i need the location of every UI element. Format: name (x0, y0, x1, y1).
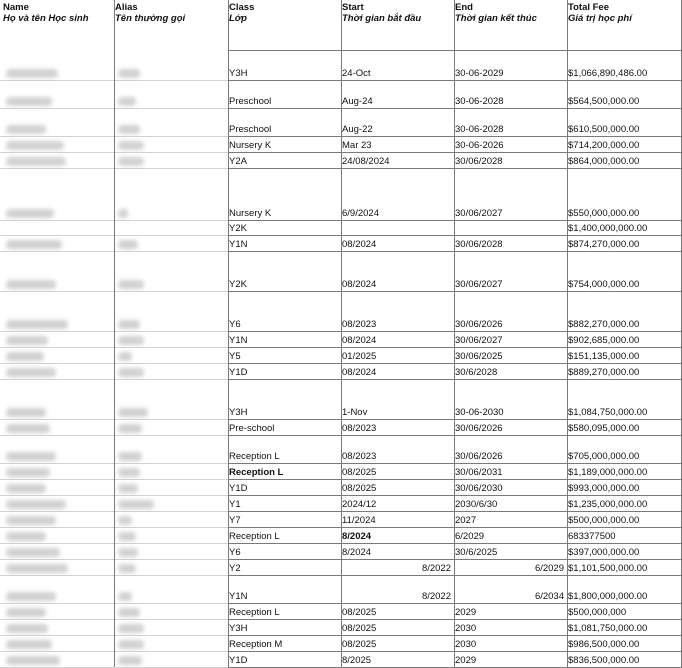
redacted-name (6, 69, 58, 78)
redacted-name (6, 656, 60, 665)
cell-class: Reception L (229, 451, 280, 462)
redacted-alias (118, 69, 140, 78)
row-separator-left (0, 251, 228, 252)
cell-end: 2027 (455, 515, 477, 526)
cell-end: 30/06/2027 (455, 208, 503, 219)
cell-end: 30/06/2025 (455, 351, 503, 362)
redacted-name (6, 452, 56, 461)
cell-fee: $580,095,000.00 (568, 423, 640, 434)
cell-class: Reception L (229, 467, 284, 478)
row-separator (228, 603, 682, 604)
cell-fee: $902,685,000.00 (568, 335, 640, 346)
cell-class: Y2 (229, 563, 241, 574)
row-separator (228, 291, 682, 292)
row-separator-left (0, 379, 228, 380)
cell-end: 30/6/2028 (455, 367, 498, 378)
row-separator (228, 559, 682, 560)
redacted-alias (118, 484, 138, 493)
cell-end: 30/06/2031 (455, 467, 503, 478)
cell-class: Y5 (229, 351, 241, 362)
cell-start: 08/2023 (342, 451, 377, 462)
cell-class: Y1 (229, 499, 241, 510)
redacted-alias (118, 468, 140, 477)
cell-fee: $151,135,000.00 (568, 351, 640, 362)
cell-fee: $1,066,890,486.00 (568, 68, 648, 79)
cell-start: 08/2025 (342, 467, 377, 478)
redacted-name (6, 640, 52, 649)
row-separator-left (0, 575, 228, 576)
cell-class: Y3H (229, 68, 248, 79)
row-separator (228, 435, 682, 436)
cell-class: Y1N (229, 335, 248, 346)
cell-fee: $836,500,000.00 (568, 655, 640, 666)
cell-fee: $1,800,000,000.00 (568, 591, 648, 602)
cell-class: Nursery K (229, 208, 272, 219)
redacted-alias (118, 141, 144, 150)
cell-fee: $500,000,000 (568, 607, 627, 618)
row-separator-left (0, 347, 228, 348)
cell-class: Y6 (229, 547, 241, 558)
cell-end: 30/06/2026 (455, 319, 503, 330)
cell-class: Reception L (229, 607, 280, 618)
cell-start: 24/08/2024 (342, 156, 390, 167)
column-header-vi: Tên thường gọi (115, 13, 186, 24)
row-separator (228, 152, 682, 153)
cell-start: 8/2025 (342, 655, 372, 666)
column-header-vi: Thời gian bắt đầu (342, 13, 422, 24)
row-separator-left (0, 363, 228, 364)
redacted-alias (118, 452, 142, 461)
row-separator-left (0, 603, 228, 604)
row-separator-left (0, 80, 228, 81)
redacted-alias (118, 640, 144, 649)
cell-class: Y1N (229, 591, 248, 602)
cell-start: 08/2025 (342, 607, 377, 618)
cell-class: Reception L (229, 531, 280, 542)
cell-fee: $550,000,000.00 (568, 208, 640, 219)
redacted-name (6, 548, 60, 557)
redacted-name (6, 368, 56, 377)
redacted-alias (118, 564, 136, 573)
redacted-alias (118, 157, 144, 166)
cell-fee: $1,189,000,000.00 (568, 467, 648, 478)
cell-class: Y6 (229, 319, 241, 330)
redacted-name (6, 240, 62, 249)
row-separator (228, 136, 682, 137)
cell-fee: $889,270,000.00 (568, 367, 640, 378)
cell-class: Y1D (229, 483, 248, 494)
cell-fee: $1,235,000,000.00 (568, 499, 648, 510)
cell-start: 11/2024 (342, 515, 376, 526)
column-header-en: Class (229, 2, 255, 13)
cell-fee: $1,081,750,000.00 (568, 623, 648, 634)
cell-start: 08/2023 (342, 423, 377, 434)
column-gridline (114, 0, 115, 667)
cell-end: 2030 (455, 639, 477, 650)
cell-end: 30/06/2026 (455, 451, 503, 462)
row-separator-left (0, 511, 228, 512)
column-header-en: Total Fee (568, 2, 609, 13)
redacted-alias (118, 656, 142, 665)
row-separator (228, 495, 682, 496)
cell-end: 2030/6/30 (455, 499, 498, 510)
redacted-name (6, 125, 46, 134)
column-header-vi: Họ và tên Học sinh (3, 13, 89, 24)
redacted-name (6, 624, 48, 633)
cell-class: Preschool (229, 124, 272, 135)
cell-end: 6/2034 (534, 591, 564, 602)
cell-start: 8/2022 (421, 563, 451, 574)
row-separator (228, 635, 682, 636)
redacted-name (6, 516, 56, 525)
redacted-alias (118, 624, 144, 633)
row-separator (228, 168, 682, 169)
cell-start: 08/2024 (342, 279, 377, 290)
row-separator-left (0, 479, 228, 480)
cell-end: 30-06-2028 (455, 96, 504, 107)
column-header-vi: Thời gian kết thúc (455, 13, 537, 24)
cell-fee: $874,270,000.00 (568, 239, 640, 250)
cell-start: 8/2024 (342, 547, 372, 558)
cell-start: 2024/12 (342, 499, 377, 510)
row-separator (228, 543, 682, 544)
column-header-en: Start (342, 2, 364, 13)
cell-start: 08/2023 (342, 319, 377, 330)
row-separator-left (0, 619, 228, 620)
row-separator (228, 463, 682, 464)
cell-class: Y2A (229, 156, 247, 167)
redacted-alias (118, 240, 138, 249)
row-separator-left (0, 220, 228, 221)
cell-end: 30-06-2026 (455, 140, 504, 151)
row-separator-left (0, 543, 228, 544)
redacted-alias (118, 608, 140, 617)
column-header-vi: Lớp (229, 13, 247, 24)
column-header-en: Name (3, 2, 29, 13)
row-separator (228, 251, 682, 252)
row-separator (228, 331, 682, 332)
row-separator-left (0, 435, 228, 436)
redacted-alias (118, 125, 140, 134)
redacted-name (6, 532, 46, 541)
redacted-alias (118, 592, 132, 601)
row-separator (228, 479, 682, 480)
row-separator (228, 347, 682, 348)
cell-start: 08/2025 (342, 483, 377, 494)
redacted-alias (118, 280, 144, 289)
cell-class: Y1N (229, 239, 248, 250)
redacted-name (6, 408, 46, 417)
column-header-en: End (455, 2, 473, 13)
cell-class: Preschool (229, 96, 272, 107)
cell-end: 30/06/2028 (455, 156, 503, 167)
cell-fee: $610,500,000.00 (568, 124, 640, 135)
row-separator (228, 363, 682, 364)
redacted-name (6, 484, 46, 493)
cell-class: Pre-school (229, 423, 275, 434)
redacted-name (6, 97, 52, 106)
column-header-en: Alias (115, 2, 138, 13)
cell-class: Nursery K (229, 140, 272, 151)
row-separator-left (0, 136, 228, 137)
cell-end: 6/2029 (455, 531, 485, 542)
row-separator (228, 108, 682, 109)
redacted-alias (118, 500, 154, 509)
row-separator (228, 80, 682, 81)
row-separator (228, 511, 682, 512)
cell-end: 2030 (455, 623, 477, 634)
redacted-alias (118, 209, 128, 218)
row-separator-left (0, 331, 228, 332)
redacted-name (6, 320, 68, 329)
redacted-alias (118, 320, 140, 329)
cell-start: 08/2024 (342, 367, 377, 378)
redacted-name (6, 500, 66, 509)
header-separator (228, 50, 682, 51)
cell-end: 2029 (455, 607, 477, 618)
redacted-alias (118, 352, 132, 361)
cell-end: 6/2029 (534, 563, 564, 574)
cell-fee: $397,000,000.00 (568, 547, 640, 558)
cell-end: 30/06/2030 (455, 483, 503, 494)
redacted-name (6, 157, 66, 166)
row-separator-left (0, 168, 228, 169)
redacted-name (6, 608, 46, 617)
cell-start: 08/2025 (342, 639, 377, 650)
cell-start: 8/2022 (421, 591, 451, 602)
cell-start: Mar 23 (342, 140, 372, 151)
redacted-alias (118, 408, 148, 417)
cell-start: 01/2025 (342, 351, 377, 362)
row-separator-left (0, 291, 228, 292)
cell-start: 24-Oct (342, 68, 371, 79)
row-separator (228, 379, 682, 380)
row-separator (228, 575, 682, 576)
cell-class: Y1D (229, 367, 248, 378)
row-separator-left (0, 419, 228, 420)
redacted-name (6, 352, 44, 361)
cell-class: Y2K (229, 223, 247, 234)
row-separator-left (0, 635, 228, 636)
redacted-name (6, 336, 48, 345)
cell-end: 2029 (455, 655, 477, 666)
cell-class: Y1D (229, 655, 248, 666)
redacted-alias (118, 97, 136, 106)
redacted-name (6, 280, 56, 289)
cell-class: Y7 (229, 515, 241, 526)
redacted-name (6, 468, 50, 477)
cell-class: Y3H (229, 623, 248, 634)
cell-end: 30/06/2028 (455, 239, 503, 250)
row-separator (228, 619, 682, 620)
cell-fee: $1,400,000,000.00 (568, 223, 648, 234)
redacted-name (6, 592, 56, 601)
row-separator-left (0, 651, 228, 652)
row-separator-left (0, 152, 228, 153)
cell-end: 30/06/2027 (455, 335, 503, 346)
redacted-name (6, 564, 68, 573)
redacted-alias (118, 532, 136, 541)
row-separator (228, 651, 682, 652)
redacted-alias (118, 368, 144, 377)
cell-fee: $986,500,000.00 (568, 639, 640, 650)
row-separator-left (0, 463, 228, 464)
cell-fee: $1,101,500,000.00 (568, 563, 648, 574)
cell-start: Aug-22 (342, 124, 373, 135)
cell-end: 30/06/2026 (455, 423, 503, 434)
redacted-alias (118, 336, 144, 345)
cell-start: 6/9/2024 (342, 208, 379, 219)
cell-end: 30/06/2027 (455, 279, 503, 290)
row-separator-left (0, 495, 228, 496)
row-separator-left (0, 559, 228, 560)
row-separator-left (0, 527, 228, 528)
redacted-name (6, 141, 64, 150)
redacted-name (6, 424, 50, 433)
cell-start: 8/2024 (342, 531, 372, 542)
cell-fee: $754,000,000.00 (568, 279, 640, 290)
cell-start: 08/2024 (342, 239, 377, 250)
cell-start: 08/2024 (342, 335, 377, 346)
row-separator (228, 527, 682, 528)
cell-fee: 683377500 (568, 531, 616, 542)
cell-start: Aug-24 (342, 96, 373, 107)
cell-class: Y3H (229, 407, 248, 418)
cell-fee: $864,000,000.00 (568, 156, 640, 167)
column-header-vi: Giá trị học phí (568, 13, 632, 24)
redacted-alias (118, 424, 142, 433)
cell-end: 30-06-2030 (455, 407, 504, 418)
cell-fee: $993,000,000.00 (568, 483, 640, 494)
cell-end: 30/6/2025 (455, 547, 498, 558)
cell-fee: $1,084,750,000.00 (568, 407, 648, 418)
cell-start: 1-Nov (342, 407, 368, 418)
cell-fee: $500,000,000.00 (568, 515, 640, 526)
cell-class: Y2K (229, 279, 247, 290)
cell-fee: $882,270,000.00 (568, 319, 640, 330)
row-separator (228, 235, 682, 236)
redacted-alias (118, 548, 138, 557)
cell-fee: $714,200,000.00 (568, 140, 640, 151)
cell-fee: $705,000,000.00 (568, 451, 640, 462)
row-separator-left (0, 108, 228, 109)
cell-end: 30-06-2028 (455, 124, 504, 135)
redacted-name (6, 209, 54, 218)
cell-start: 08/2025 (342, 623, 377, 634)
cell-class: Reception M (229, 639, 283, 650)
row-separator-left (0, 235, 228, 236)
cell-end: 30-06-2029 (455, 68, 504, 79)
cell-fee: $564,500,000.00 (568, 96, 640, 107)
row-separator (228, 220, 682, 221)
redacted-alias (118, 516, 132, 525)
row-separator (228, 419, 682, 420)
